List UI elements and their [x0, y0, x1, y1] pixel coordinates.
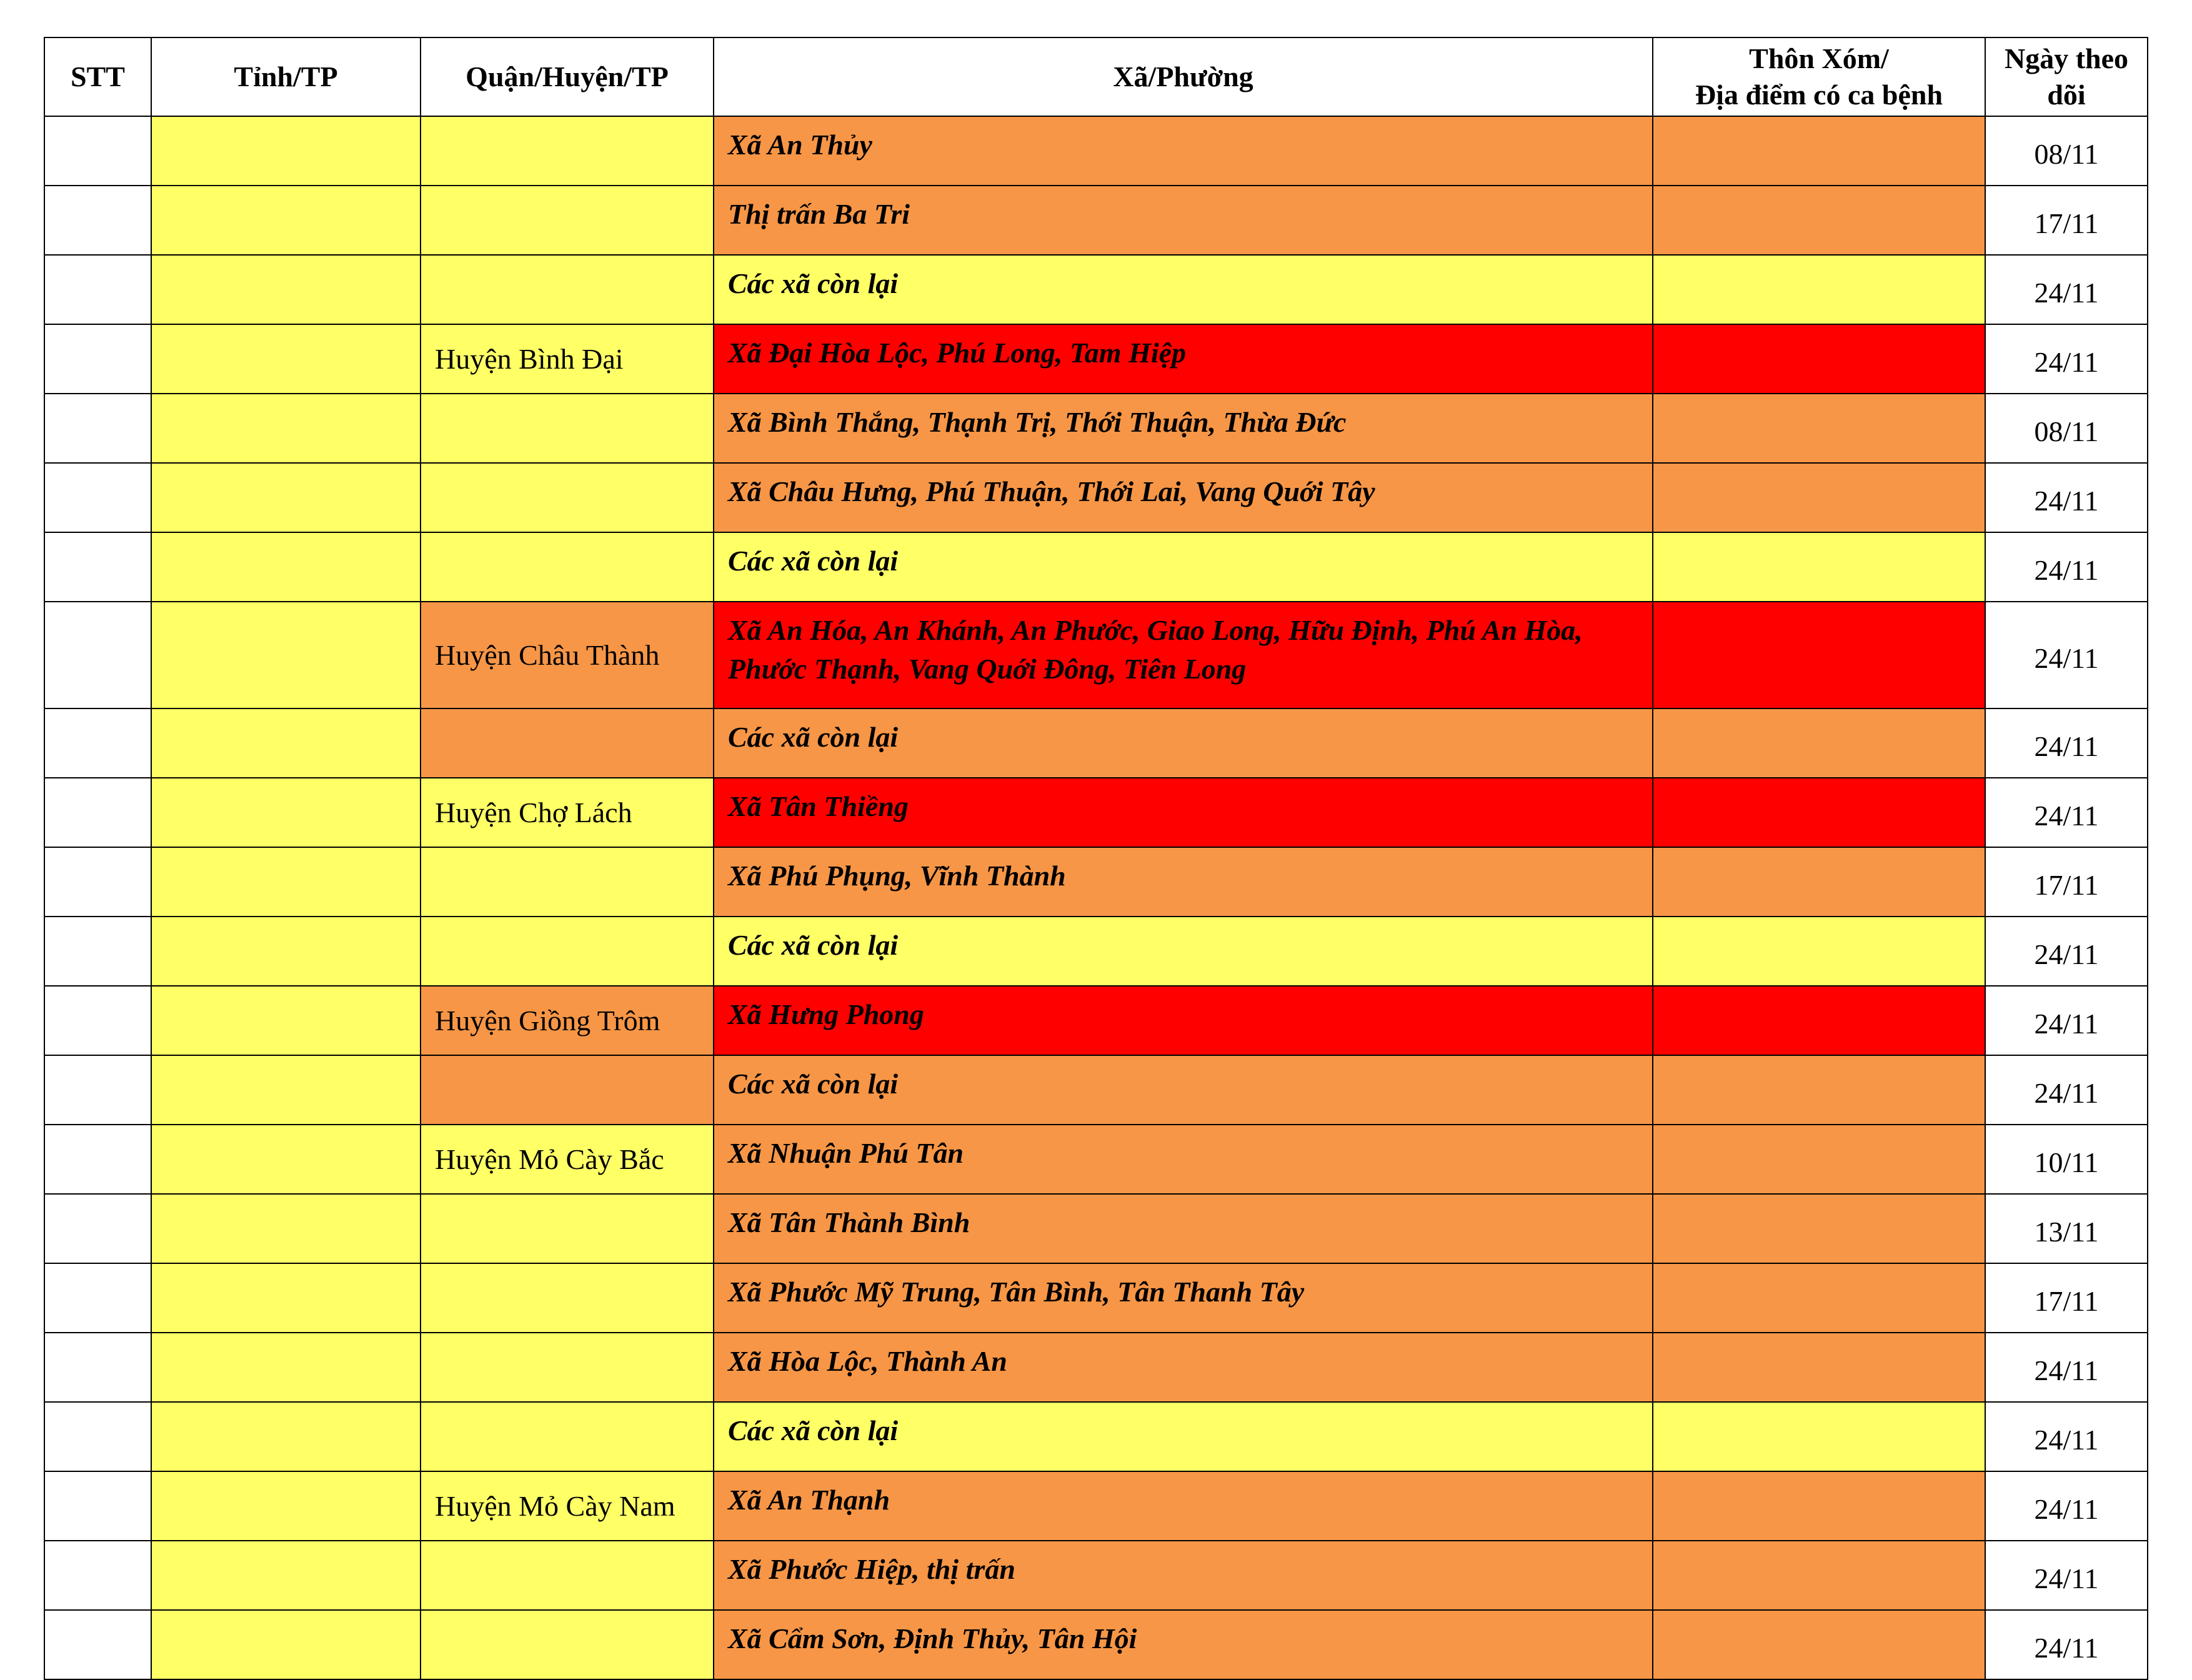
province-cell: [151, 1125, 421, 1194]
stt-cell: [44, 708, 151, 778]
province-cell: [151, 463, 421, 532]
province-cell: [151, 708, 421, 778]
header-province: Tỉnh/TP: [151, 37, 421, 116]
district-cell: Huyện Mỏ Cày Nam: [421, 1471, 714, 1541]
header-district: Quận/Huyện/TP: [421, 37, 714, 116]
header-location-line2: Địa điểm có ca bệnh: [1695, 79, 1943, 111]
table-row: [44, 1471, 2148, 1541]
header-location: [1653, 37, 1985, 116]
ward-cell: Xã Hòa Lộc, Thành An: [714, 1333, 1653, 1402]
date-cell: 24/11: [1985, 917, 2148, 986]
table-row: [44, 463, 2148, 532]
ward-cell: Xã Hưng Phong: [714, 986, 1653, 1055]
location-cell: [1653, 1610, 1985, 1679]
province-cell: [151, 1263, 421, 1333]
stt-cell: [44, 532, 151, 602]
table-row: [44, 324, 2148, 394]
stt-cell: [44, 1194, 151, 1263]
table-row: [44, 917, 2148, 986]
ward-cell: Xã An Hóa, An Khánh, An Phước, Giao Long, Hữu Định, Phú An Hòa, Phước Thạnh, Vang Quới Đông, Tiên Long: [714, 602, 1653, 708]
stt-cell: [44, 1402, 151, 1471]
header-stt: STT: [44, 37, 151, 116]
stt-cell: [44, 1055, 151, 1125]
date-cell: 24/11: [1985, 1055, 2148, 1125]
stt-cell: [44, 1471, 151, 1541]
location-cell: [1653, 116, 1985, 186]
date-cell: 24/11: [1985, 532, 2148, 602]
date-cell: 08/11: [1985, 116, 2148, 186]
monitoring-table: [44, 37, 2148, 1680]
province-cell: [151, 1194, 421, 1263]
ward-cell: Các xã còn lại: [714, 708, 1653, 778]
province-cell: [151, 1610, 421, 1679]
stt-cell: [44, 602, 151, 708]
table-row: [44, 532, 2148, 602]
district-cell: [421, 463, 714, 532]
date-cell: 24/11: [1985, 255, 2148, 324]
ward-cell: Các xã còn lại: [714, 917, 1653, 986]
table-row: [44, 1541, 2148, 1610]
location-cell: [1653, 917, 1985, 986]
province-cell: [151, 778, 421, 847]
stt-cell: [44, 463, 151, 532]
table-header: [44, 37, 2148, 116]
header-location-line1: Thôn Xóm/: [1749, 42, 1889, 74]
table-row: [44, 778, 2148, 847]
stt-cell: [44, 116, 151, 186]
district-cell: [421, 186, 714, 255]
date-cell: 17/11: [1985, 1263, 2148, 1333]
table-row: [44, 255, 2148, 324]
location-cell: [1653, 186, 1985, 255]
date-cell: 24/11: [1985, 708, 2148, 778]
ward-cell: Các xã còn lại: [714, 532, 1653, 602]
table-row: [44, 394, 2148, 463]
ward-cell: Xã Bình Thắng, Thạnh Trị, Thới Thuận, Thừa Đức: [714, 394, 1653, 463]
province-cell: [151, 1333, 421, 1402]
date-cell: 24/11: [1985, 778, 2148, 847]
province-cell: [151, 602, 421, 708]
location-cell: [1653, 1055, 1985, 1125]
location-cell: [1653, 1125, 1985, 1194]
location-cell: [1653, 1541, 1985, 1610]
header-ward: Xã/Phường: [714, 37, 1653, 116]
date-cell: 17/11: [1985, 186, 2148, 255]
stt-cell: [44, 986, 151, 1055]
header-date: [1985, 37, 2148, 116]
location-cell: [1653, 708, 1985, 778]
province-cell: [151, 394, 421, 463]
table-row: [44, 1125, 2148, 1194]
district-cell: [421, 255, 714, 324]
location-cell: [1653, 1471, 1985, 1541]
date-cell: 24/11: [1985, 1402, 2148, 1471]
district-cell: [421, 1333, 714, 1402]
province-cell: [151, 1541, 421, 1610]
district-cell: [421, 847, 714, 917]
table-row: [44, 1194, 2148, 1263]
district-cell: [421, 1402, 714, 1471]
province-cell: [151, 1402, 421, 1471]
district-cell: [421, 917, 714, 986]
table-row: [44, 116, 2148, 186]
district-cell: Huyện Châu Thành: [421, 602, 714, 708]
location-cell: [1653, 1333, 1985, 1402]
date-cell: 24/11: [1985, 986, 2148, 1055]
district-cell: [421, 1610, 714, 1679]
ward-cell: Xã Châu Hưng, Phú Thuận, Thới Lai, Vang Quới Tây: [714, 463, 1653, 532]
district-cell: [421, 1541, 714, 1610]
date-cell: 24/11: [1985, 324, 2148, 394]
date-cell: 24/11: [1985, 1541, 2148, 1610]
stt-cell: [44, 1610, 151, 1679]
district-cell: [421, 1194, 714, 1263]
table-row: [44, 708, 2148, 778]
date-cell: 10/11: [1985, 1125, 2148, 1194]
ward-cell: Các xã còn lại: [714, 1055, 1653, 1125]
location-cell: [1653, 1194, 1985, 1263]
district-cell: [421, 116, 714, 186]
date-cell: 24/11: [1985, 463, 2148, 532]
date-cell: 17/11: [1985, 847, 2148, 917]
stt-cell: [44, 1541, 151, 1610]
table-row: [44, 1402, 2148, 1471]
location-cell: [1653, 532, 1985, 602]
province-cell: [151, 116, 421, 186]
stt-cell: [44, 917, 151, 986]
location-cell: [1653, 847, 1985, 917]
stt-cell: [44, 1333, 151, 1402]
province-cell: [151, 917, 421, 986]
date-cell: 24/11: [1985, 602, 2148, 708]
ward-cell: Các xã còn lại: [714, 255, 1653, 324]
table-row: [44, 602, 2148, 708]
stt-cell: [44, 1263, 151, 1333]
ward-cell: Xã Tân Thành Bình: [714, 1194, 1653, 1263]
ward-cell: Xã Phước Hiệp, thị trấn: [714, 1541, 1653, 1610]
location-cell: [1653, 255, 1985, 324]
ward-cell: Xã Cẩm Sơn, Định Thủy, Tân Hội: [714, 1610, 1653, 1679]
date-cell: 24/11: [1985, 1610, 2148, 1679]
ward-cell: Xã Đại Hòa Lộc, Phú Long, Tam Hiệp: [714, 324, 1653, 394]
district-cell: Huyện Chợ Lách: [421, 778, 714, 847]
province-cell: [151, 1471, 421, 1541]
province-cell: [151, 324, 421, 394]
date-cell: 24/11: [1985, 1333, 2148, 1402]
location-cell: [1653, 778, 1985, 847]
district-cell: [421, 394, 714, 463]
table-row: [44, 1610, 2148, 1679]
province-cell: [151, 1055, 421, 1125]
date-cell: 08/11: [1985, 394, 2148, 463]
table-row: [44, 986, 2148, 1055]
stt-cell: [44, 778, 151, 847]
ward-cell: Các xã còn lại: [714, 1402, 1653, 1471]
location-cell: [1653, 394, 1985, 463]
table-body: [44, 116, 2148, 1679]
stt-cell: [44, 186, 151, 255]
stt-cell: [44, 255, 151, 324]
date-cell: 24/11: [1985, 1471, 2148, 1541]
ward-cell: Xã Phước Mỹ Trung, Tân Bình, Tân Thanh Tây: [714, 1263, 1653, 1333]
table-row: [44, 1055, 2148, 1125]
ward-cell: Xã An Thủy: [714, 116, 1653, 186]
province-cell: [151, 986, 421, 1055]
province-cell: [151, 186, 421, 255]
location-cell: [1653, 1263, 1985, 1333]
ward-cell: Thị trấn Ba Tri: [714, 186, 1653, 255]
ward-cell: Xã Nhuận Phú Tân: [714, 1125, 1653, 1194]
location-cell: [1653, 1402, 1985, 1471]
district-cell: [421, 1263, 714, 1333]
district-cell: Huyện Mỏ Cày Bắc: [421, 1125, 714, 1194]
table-row: [44, 1333, 2148, 1402]
location-cell: [1653, 986, 1985, 1055]
ward-cell: Xã Tân Thiềng: [714, 778, 1653, 847]
location-cell: [1653, 463, 1985, 532]
location-cell: [1653, 324, 1985, 394]
stt-cell: [44, 324, 151, 394]
province-cell: [151, 847, 421, 917]
district-cell: Huyện Bình Đại: [421, 324, 714, 394]
header-date-line2: dõi: [2047, 79, 2086, 111]
table-row: [44, 1263, 2148, 1333]
monitoring-table-sheet: [44, 37, 2147, 1680]
header-row: [44, 37, 2148, 116]
district-cell: [421, 708, 714, 778]
ward-cell: Xã An Thạnh: [714, 1471, 1653, 1541]
table-row: [44, 186, 2148, 255]
district-cell: [421, 532, 714, 602]
ward-cell: Xã Phú Phụng, Vĩnh Thành: [714, 847, 1653, 917]
location-cell: [1653, 602, 1985, 708]
header-date-line1: Ngày theo: [2004, 42, 2129, 74]
stt-cell: [44, 1125, 151, 1194]
province-cell: [151, 255, 421, 324]
date-cell: 13/11: [1985, 1194, 2148, 1263]
table-row: [44, 847, 2148, 917]
district-cell: [421, 1055, 714, 1125]
province-cell: [151, 532, 421, 602]
stt-cell: [44, 847, 151, 917]
district-cell: Huyện Giồng Trôm: [421, 986, 714, 1055]
stt-cell: [44, 394, 151, 463]
